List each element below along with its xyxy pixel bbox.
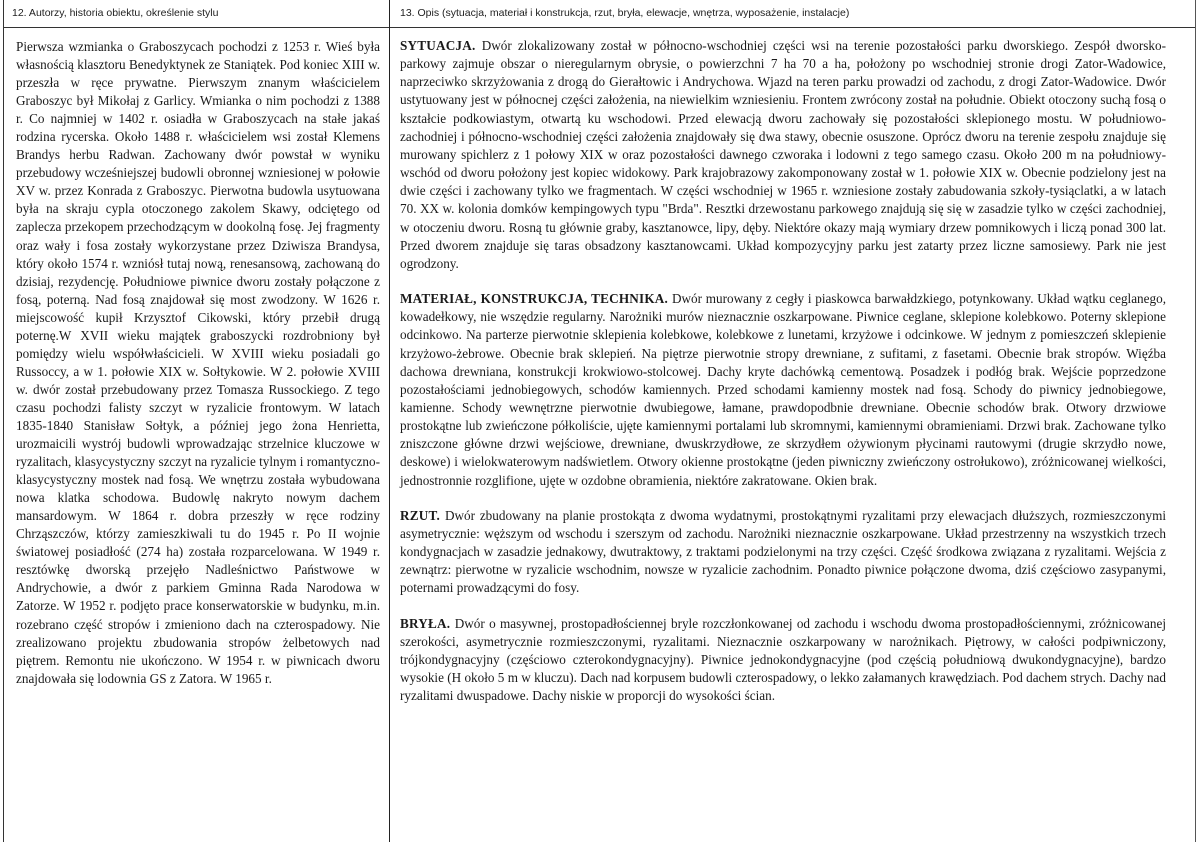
section-heading: SYTUACJA. <box>400 38 482 53</box>
section-text: Dwór zlokalizowany został w północno-wschodniej części wsi na terenie pozostałości parku dworskiego. Zespół dworsko-parkowy zajmuje obszar o nieregularnym obrysie, o powierzchni 7 ha 70 a ha, położony po wschodniej stronie drogi Zator-Wadowice, naprzeciwko skrzyżowania z drogą do Gierałtowic i Andrychowa. Wjazd na teren parku prowadzi od zachodu, z drogi Zator-Wadowice. Dwór ustytuowany jest w północnej części założenia, na niewielkim wzniesieniu. Frontem zwrócony został na południe. Obiekt otoczony suchą fosą o kształcie podkowiastym, otwartą ku wschodowi. Przed elewacją dworu zachowały się pozostałości sklepionego mostu. W południowo-zachodniej i północno-wschodniej części założenia znajdowały się dwa stawy, obecnie osuszone. Oprócz dworu na terenie zespołu znajduje się murowany spichlerz z 1 połowy XIX w oraz pozostałości dawnego czworaka i lodowni z tego samego czasu. Około 200 m na południowy-wschód od dworu położony jest kopiec widokowy. Park krajobrazowy zakomponowany został w 1. połowie XIX w. Obecnie podzielony jest na dwie części i zachowany tylko we fragmentach. W części wschodniej w 1965 r. wzniesione zostały zabudowania szkoły-tysiąclatki, a w latach 70. XX w. kolonia domków kempingowych typu "Brda". Resztki drzewostanu parkowego znajdują się się w zasadzie tylko w części zachodniej, w otoczeniu dworu. Rosną tu głównie graby, kasztanowce, lipy, dęby. Niektóre okazy mają wymiary drzew pomnikowych i liczą ponad 300 lat. Przed dworem znajduje się taras obsadzony kasztanowcami. Układ kompozycyjny parku jest zatarty przez liczne samosiewy. Park nie jest ogrodzony. <box>400 38 1166 271</box>
history-text-block <box>16 38 380 688</box>
right-column-header: 13. Opis (sytuacja, materiał i konstrukcja, rzut, bryła, elewacje, wnętrza, wyposażenie, instalacje) <box>390 0 1195 28</box>
section-rzut <box>400 507 1166 598</box>
left-column-header: 12. Autorzy, historia obiektu, określenie stylu <box>4 0 389 28</box>
right-column <box>390 0 1196 842</box>
section-text: Dwór zbudowany na planie prostokąta z dwoma wydatnymi, prostokątnymi ryzalitami przy elewacjach dłuższych, rozmieszczonymi asymetrycznie: węższym od wschodu i szerszym od zachodu. Narożniki nieznacznie oszkarpowane. Układ przestrzenny na wszystkich trzech kondygnacjach w zasadzie jednakowy, dwutraktowy, z traktami podzielonymi na trzy części. Część środkowa związana z ryzalitami. Wejścia z zewnątrz: pierwotne w ryzalicie wschodnim, nowsze w ryzalicie zachodnim. Ponadto piwnice połączone dwoma, dziś częściowo zasypanymi, poternami prowadzącymi do fosy. <box>400 507 1166 596</box>
section-heading: MATERIAŁ, KONSTRUKCJA, TECHNIKA. <box>400 291 672 307</box>
section-sytuacja <box>400 37 1166 273</box>
left-column <box>3 0 390 842</box>
section-material <box>400 290 1166 490</box>
section-bryla <box>400 615 1166 706</box>
section-text: Dwór murowany z cegły i piaskowca barwałdzkiego, potynkowany. Układ wątku ceglanego, kowadełkowy, nie wszędzie regularny. Narożniki murów nieznacznie oszkarpowane. Piwnice ceglane, sklepione kolebkowo. Poterny sklepione odcinkowo. Na parterze pierwotnie sklepienia kolebkowe, kolebkowe z lunetami, krzyżowe i odcinkowe. W jednym z pomieszczeń sklepienie krzyżowo-żebrowe. Obecnie brak sklepień. Na piętrze pierwotnie stropy drewniane, z sufitami, z fasetami. Obecnie brak stropów. Więźba dachowa drewniana, konstrukcji krokwiowo-stolcowej. Dachy kryte dachówką cementową. Posadzek i podłóg brak. Wejście poprzedzone pozostałościami jednobiegowych, schodów kamiennych. Przed schodami kamienny mostek nad fosą. Schody do piwnicy jednobiegowe, kamienne. Schody wewnętrzne pierwotnie dwubiegowe, łamane, prawdopodbnie drewniane. Obecnie schodów brak. Otwory drzwiowe prostokątne lub zwieńczone półkoliście, ujęte kamiennymi portalami lub skromnymi, kamiennymi obramieniami. Drzwi brak. Zachowane tylko zniszczone główne drzwi wejściowe, drewniane, dwuskrzydłowe, ze skrzydłem ożywionym płycinami rautowymi (drugie skrzydło nowe, deskowe) i wielokwaterowym nadświetlem. Otwory okienne prostokątne (jeden piwniczny zwieńczony ostrołukowo), zróżnicowanej wielkości, jednostronnie rozglifione, ujęte w ozdobne obramienia, niektóre zakratowane. Okien brak. <box>400 291 1166 488</box>
section-heading: RZUT. <box>400 507 445 523</box>
section-text: Dwór o masywnej, prostopadłościennej bryle rozczłonkowanej od zachodu i wschodu dwoma prostopadłościennymi, zróżnicowanej szerokości, asymetrycznie rozmieszczonymi, ryzalitami. Nieznacznie oszkarpowany w narożnikach. Piętrowy, w całości podpiwniczony, trójkondygnacyjny (częściowo czterokondygnacyjny). Piwnice jednokondygnacyjne (pod częścią południową dwukondygnacyjne), bardzo wysokie (H około 5 m w kluczu). Dach nad korpusem budowli czterospadowy, o lekko załamanych krawędziach. Pod dachem strych. Dachy nad ryzalitami dwuspadowe. Dachy niskie w proporcji do wysokości ścian. <box>400 615 1166 704</box>
section-heading: BRYŁA. <box>400 615 455 631</box>
history-text: Pierwsza wzmianka o Graboszycach pochodzi z 1253 r. Wieś była własnością klasztoru Benedyktynek ze Staniątek. Pod koniec XIII w. przeszła w ręce prywatne. Pierwszym znanym właścicielem Graboszyc był Mikołaj z Garlicy. Wmianka o nim pochodzi z 1388 r. Co najmniej w 1402 r. osiadła w Graboszycach na stałe jakaś rodzina rycerska. Około 1488 r. właścicielem wsi został Klemens Brandys herbu Radwan. Zachowany dwór powstał w wyniku przebudowy wcześniejszej budowli obronnej wzniesionej w połowie XV w. przez Konrada z Graboszyc. Pierwotna budowla usytuowana była na skraju cypla otoczonego zakolem Skawy, odciętego od zaplecza przekopem przechodzącym w dookolną fosę. Jej fragmenty oraz wały i fosa zostały wykorzystane przez Dziwisza Brandysa, który około 1574 r. wzniósł tutaj nową, renesansową, zachowaną do dzisiaj, rezydencję. Południowe piwnice dworu zostały połączone z fosą, poterną. Nad fosą znajdował się most zwodzony. W 1626 r. miejscowość kupił Krzysztof Cikowski, który przebił drugą poternę.W XVII wieku majątek graboszycki rozdrobniony był pomiędzy wielu współwłaścicieli. W XVIII wieku posiadali go Russoccy, a w 1. połowie XIX w. Sołtykowie. W 2. połowie XVIII w. dwór został przebudowany przez Tomasza Russockiego. Z tego czasu pochodzi falisty szczyt w ryzalicie frontowym. W latach 1835-1840 Stanisław Sołtyk, a później jego żona Henrietta, urozmaicili wystrój budowli wprowadzając strzelnice kluczowe w ryzalitach, klasycystyczny szczyt na ryzalicie tylnym i romantyczno-klasycystyczny mostek nad fosą. We wnętrzu została wybudowana nowa klatka schodowa. Budowlę nakryto nowym dachem mansardowym. W 1864 r. dobra przeszły w ręce rodziny Chrząszczów, którzy zamieszkiwali tu do 1945 r. Po II wojnie światowej posiadłość (274 ha) została rozparcelowana. W 1949 r. resztówkę dworską przejęło Nadleśnictwo Państwowe w Andrychowie, a dwór z parkiem Gminna Rada Narodowa w Zatorze. W 1952 r. podjęto prace konserwatorskie w budynku, m.in. rozebrano część stropów i zmieniono dach na czterospadowy. Nie zrealizowano projektu zbudowania stropów żelbetowych nad piętrem. Remontu nie ukończono. W 1954 r. w piwnicach dworu znajdowała się lodownia GS z Zatora. W 1965 r. <box>16 39 380 686</box>
description-text-block <box>400 37 1166 722</box>
